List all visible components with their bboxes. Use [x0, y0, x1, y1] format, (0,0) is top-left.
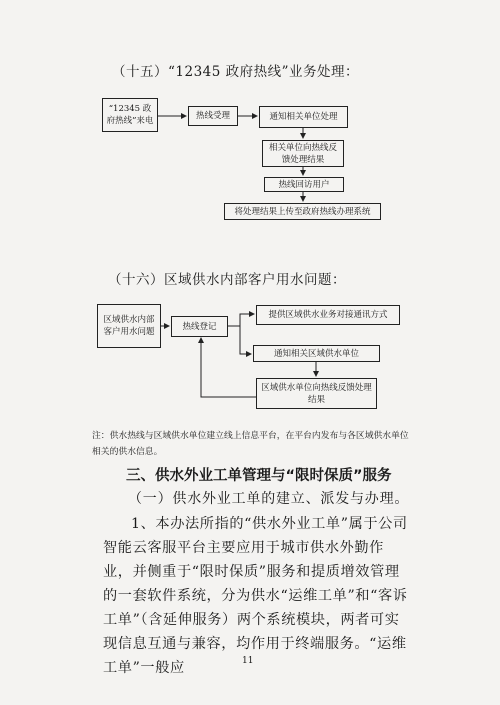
flow15-revisit-box: [264, 177, 344, 192]
subsection-1-heading: （一）供水外业工单的建立、派发与办理。: [128, 491, 410, 507]
flow16-feedback-label: 区域供水单位向热线反馈处理结果: [261, 382, 372, 405]
flowchart-note: 注：供水热线与区域供水单位建立线上信息平台，在平台内发布与各区域供水单位相关的供水信息。: [92, 431, 409, 457]
flow16-register-label: 热线登记: [182, 321, 217, 332]
flow16-register-box: [171, 316, 228, 337]
flow15-feedback-label: 相关单位向热线反馈处理结果: [268, 142, 337, 165]
flow16-source-box: [97, 304, 161, 348]
flow15-feedback-box: [262, 140, 344, 167]
flow15-accept-box: [188, 106, 238, 126]
flow15-notify-label: 通知相关单位处理: [269, 112, 338, 122]
section-3-heading: 三、供水外业工单管理与“限时保质”服务: [126, 468, 392, 484]
flow16-provide-box: [256, 305, 400, 325]
body-paragraph: 1、本办法所指的“供水外业工单”属于公司智能云客服平台主要应用于城市供水外勤作业，并侧重于“限时保质”服务和提质增效管理的一套软件系统，分为供水“运维工单”和“客诉工单”（含延伸服务）两个系统模块，两者可实现信息互通与兼容，均作用于终端服务。“运维工单”一般应: [103, 516, 408, 676]
flow15-upload-label: 将处理结果上传至政府热线办理系统: [234, 206, 371, 217]
flow15-source-label: “12345 政府热线”来电: [106, 104, 154, 126]
flow15-source-box: [102, 98, 158, 132]
flow16-source-label: 区域供水内部客户用水问题: [103, 315, 155, 337]
flow15-upload-box: [224, 203, 381, 220]
page-number: 11: [242, 656, 254, 666]
flow16-provide-label: 提供区域供水业务对接通讯方式: [268, 310, 388, 320]
flow15-revisit-label: 热线回访用户: [278, 179, 330, 190]
flow15-accept-label: 热线受理: [195, 111, 230, 121]
flow16-notify-box: [253, 345, 380, 362]
section-15-heading: （十五）“12345 政府热线”业务处理：: [112, 64, 360, 80]
flow16-notify-label: 通知相关区域供水单位: [273, 348, 359, 359]
flow16-feedback-box: [256, 378, 377, 409]
section-16-heading: （十六）区域供水内部客户用水问题：: [108, 272, 346, 288]
flow15-notify-box: [259, 106, 348, 128]
